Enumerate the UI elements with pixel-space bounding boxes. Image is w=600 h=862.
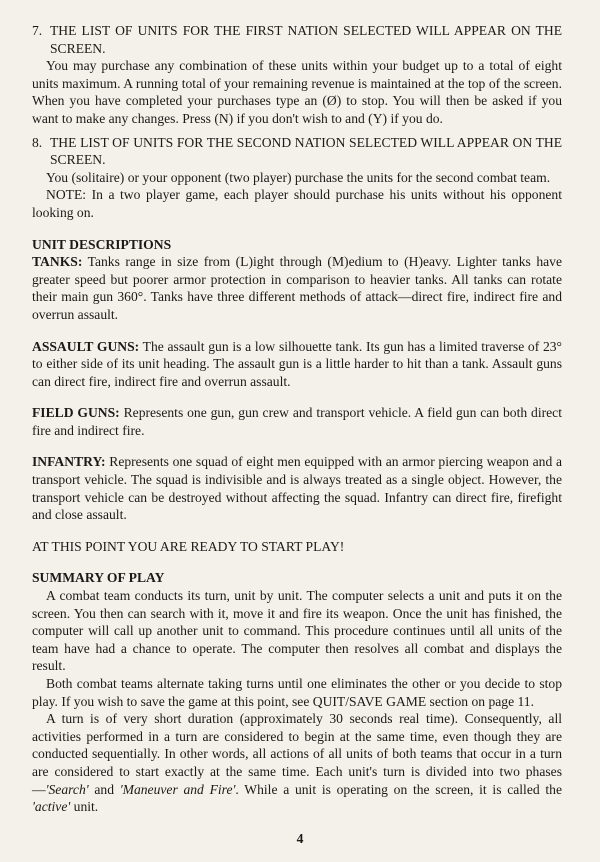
step-paragraph: You may purchase any combination of these units within your budget up to a total of eight units maximum. A running total of your remaining revenue is maintained at the top of the screen. When you have completed your purchases type an (Ø) to stop. You will then be asked if you want to make any changes. Press (N) if you don't wish to and (Y) if you do. [32,58,562,126]
assault-guns-term: ASSAULT GUNS: [32,338,140,354]
tanks-term: TANKS: [32,254,83,270]
step-note: NOTE: In a two player game, each player should purchase his units without his opponent looking on. [32,187,562,220]
unit-descriptions-heading: UNIT DESCRIPTIONS [32,236,172,252]
tanks-description [32,253,562,323]
infantry-text: Represents one squad of eight men equipped with an armor piercing weapon and a transport vehicle. The squad is indivisible and is always treated as a single object. However, the transport vehicle can be destroyed without affecting the squad. Infantry can direct fire, firefight and close assault. [32,454,562,523]
active-term: 'active' [32,799,71,815]
summary-paragraph-1: A combat team conducts its turn, unit by unit. The computer selects a unit and puts it on the screen. You then can search with it, move it and fire its weapon. Once the unit has finished, the computer will call up another unit to command. This procedure continues until all units of the team have had a chance to operate. The computer then resolves all combat and displays the result. [32,588,562,674]
step-number: 8. [32,134,43,150]
summary-of-play [32,569,562,815]
summary-heading: SUMMARY OF PLAY [32,570,165,586]
step-title: THE LIST OF UNITS FOR THE FIRST NATION SELECTED WILL APPEAR ON THE SCREEN. [50,23,562,56]
summary-paragraph-3: A turn is of very short duration (approximately 30 seconds real time). Consequently, all activities performed in a turn are considered to begin at the same time, even though they are conducted sequentially. In other words, all actions of all units of both teams that occur in a turn are considered to start exactly at the same time. Each unit's turn is divided into two phases—'Search' and 'Maneuver and Fire'. While a unit is operating on the screen, it is called the 'active' unit. [32,711,562,815]
step-number: 7. [32,23,43,38]
phase-maneuver-and-fire: 'Maneuver and Fire' [119,781,236,797]
phase-search: 'Search' [45,781,89,797]
infantry-description [32,453,562,523]
summary-paragraph-2: Both combat teams alternate taking turns until one eliminates the other or you decide to stop play. If you wish to save the game at this point, see QUIT/SAVE GAME section on page 11. [32,676,562,709]
ready-to-play-line: AT THIS POINT YOU ARE READY TO START PLAY! [32,538,345,554]
step-paragraph: You (solitaire) or your opponent (two player) purchase the units for the second combat team. [46,169,551,185]
step-7 [32,22,562,128]
step-title: THE LIST OF UNITS FOR THE SECOND NATION SELECTED WILL APPEAR ON THE SCREEN. [50,134,562,168]
page-number: 4 [296,831,304,847]
tanks-text: Tanks range in size from (L)ight through (M)edium to (H)eavy. Lighter tanks have greater speed but poorer armor protection in comparison to heavier tanks. All tanks can rotate their main gun 360°. Tanks have three different methods of attack—direct fire, indirect fire and overrun assault. [32,254,562,322]
field-guns-text: Represents one gun, gun crew and transport vehicle. A field gun can both direct fire and indirect fire. [32,405,562,438]
assault-guns-description [32,338,562,391]
assault-guns-text: The assault gun is a low silhouette tank. Its gun has a limited traverse of 23° to either side of its unit heading. The assault gun is a little harder to hit than a tank. Assault guns can direct fire, indirect fire and overrun assault. [32,338,562,389]
field-guns-term: FIELD GUNS: [32,405,120,421]
step-8 [32,134,562,222]
field-guns-description [32,404,562,439]
infantry-term: INFANTRY: [32,454,106,470]
